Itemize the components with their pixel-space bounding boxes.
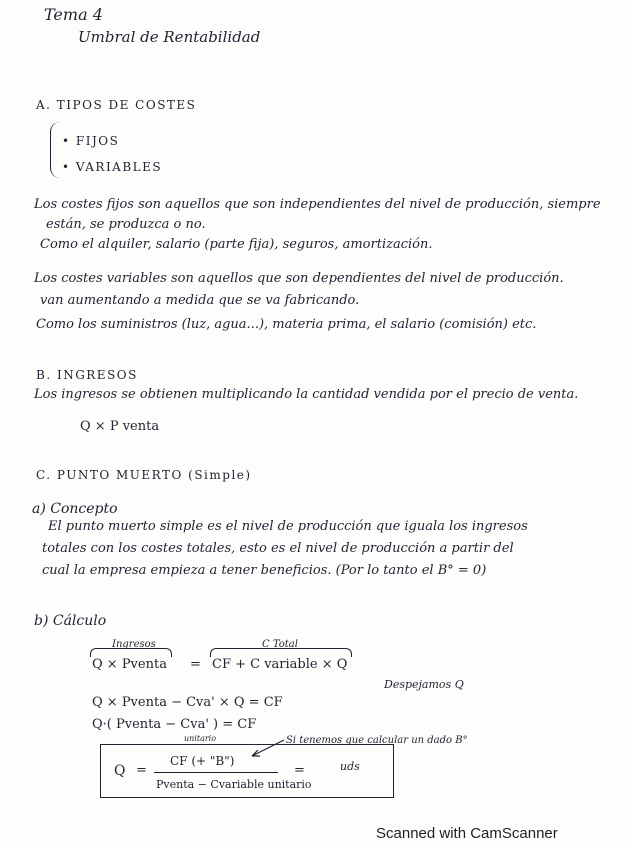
fixed-costs-line-1: Los costes fijos son aquellos que son independientes del nivel de producción, siempre bbox=[34, 197, 601, 212]
equation-2: Q × Pventa − Cva' × Q = CF bbox=[92, 695, 283, 710]
concept-title: a) Concepto bbox=[32, 501, 118, 517]
fixed-costs-line-3: Como el alquiler, salario (parte fija), seguros, amortización. bbox=[40, 237, 433, 252]
fixed-costs-line-2: están, se produzca o no. bbox=[46, 217, 206, 232]
income-text: Los ingresos se obtienen multiplicando la cantidad vendida por el precio de venta. bbox=[34, 387, 579, 402]
despejamos-note: Despejamos Q bbox=[384, 678, 464, 691]
cost-type-variable: • VARIABLES bbox=[62, 160, 163, 174]
label-ctotal: C Total bbox=[262, 639, 298, 650]
equation-3: Q·( Pventa − Cva' ) = CF bbox=[92, 717, 257, 732]
equation-1-left: Q × Pventa bbox=[92, 657, 167, 672]
concept-line-3: cual la empresa empieza a tener beneficios. (Por lo tanto el B° = 0) bbox=[42, 563, 487, 578]
page-title: Tema 4 bbox=[44, 5, 103, 24]
fraction-bar bbox=[154, 772, 278, 773]
annotation-note: Si tenemos que calcular un dado B° bbox=[286, 735, 468, 746]
variable-costs-line-1: Los costes variables son aquellos que son dependientes del nivel de producción. bbox=[34, 271, 564, 286]
final-equals-2: = bbox=[294, 763, 305, 778]
brace-shape bbox=[50, 122, 61, 178]
scanner-watermark: Scanned with CamScanner bbox=[376, 825, 558, 842]
section-c-heading: C. PUNTO MUERTO (Simple) bbox=[36, 468, 252, 482]
cost-type-fixed: • FIJOS bbox=[62, 134, 120, 148]
concept-line-1: El punto muerto simple es el nivel de producción que iguala los ingresos bbox=[48, 519, 528, 534]
calculation-title: b) Cálculo bbox=[34, 613, 107, 629]
label-ingresos: Ingresos bbox=[112, 639, 156, 650]
final-unit: uds bbox=[340, 760, 360, 773]
final-q: Q bbox=[114, 763, 126, 779]
section-a-heading: A. TIPOS DE COSTES bbox=[36, 98, 197, 112]
section-b-heading: B. INGRESOS bbox=[36, 368, 138, 382]
variable-costs-line-3: Como los suministros (luz, agua...), materia prima, el salario (comisión) etc. bbox=[36, 317, 537, 332]
final-numerator: CF (+ "B") bbox=[170, 754, 235, 768]
income-formula: Q × P venta bbox=[80, 419, 160, 434]
equation-1-right: CF + C variable × Q bbox=[212, 657, 348, 672]
final-equals: = bbox=[136, 763, 147, 778]
final-denominator: Pventa − Cvariable unitario bbox=[156, 778, 312, 791]
equation-1-equals: = bbox=[190, 657, 201, 672]
page-subtitle: Umbral de Rentabilidad bbox=[78, 28, 261, 46]
equation-3-subscript: unitario bbox=[184, 734, 217, 743]
variable-costs-line-2: van aumentando a medida que se va fabricando. bbox=[40, 293, 360, 308]
concept-line-2: totales con los costes totales, esto es el nivel de producción a partir del bbox=[42, 541, 514, 556]
